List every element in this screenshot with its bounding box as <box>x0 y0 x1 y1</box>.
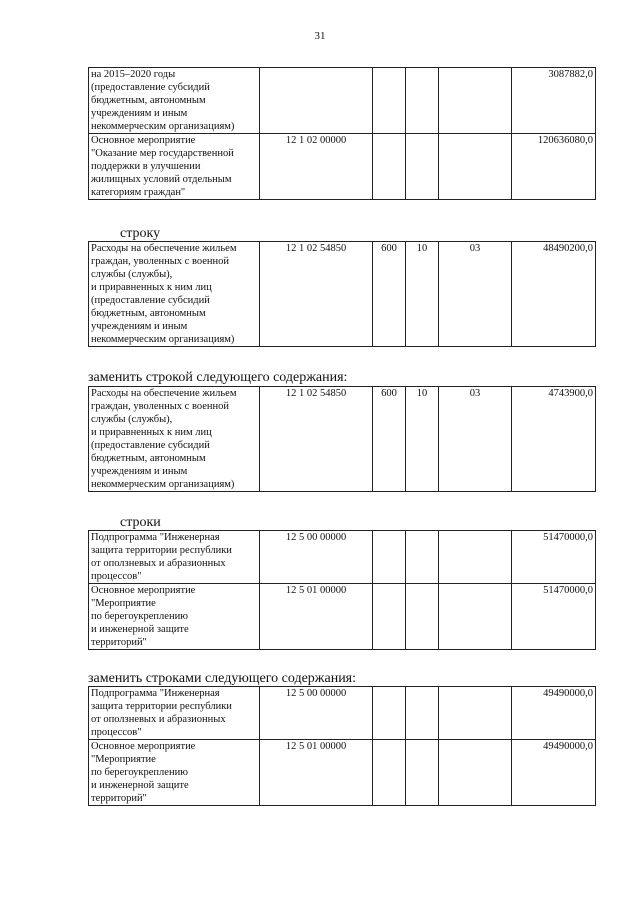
cell-name-line: службы (службы), <box>91 414 173 425</box>
cell-code: 12 5 00 00000 <box>260 687 373 740</box>
cell-code: 12 1 02 54850 <box>260 387 373 492</box>
cell-name-line: некоммерческим организациям) <box>91 479 235 490</box>
cell-section: 10 <box>406 387 439 492</box>
cell-section <box>406 740 439 806</box>
cell-section <box>406 687 439 740</box>
cell-name-line: территорий" <box>91 637 147 648</box>
table-block-4 <box>88 530 596 650</box>
cell-subsection <box>439 584 512 650</box>
cell-amount: 51470000,0 <box>512 584 596 650</box>
cell-name-line: Подпрограмма "Инженерная <box>91 688 220 699</box>
table-row <box>89 242 596 347</box>
cell-amount: 49490000,0 <box>512 740 596 806</box>
cell-amount: 4743900,0 <box>512 387 596 492</box>
cell-name-line: учреждениям и иным <box>91 466 188 477</box>
table-row <box>89 687 596 740</box>
cell-name-line: Расходы на обеспечение жильем <box>91 388 237 399</box>
cell-name-line: от оползневых и абразионных <box>91 714 226 725</box>
cell-name-line: граждан, уволенных с военной <box>91 401 229 412</box>
cell-expense-type <box>373 584 406 650</box>
cell-name-line: "Мероприятие <box>91 598 156 609</box>
cell-amount: 49490000,0 <box>512 687 596 740</box>
heading-replace-with-lines: заменить строками следующего содержания: <box>88 671 357 686</box>
budget-table-2 <box>88 241 596 347</box>
cell-name-line: некоммерческим организациям) <box>91 121 235 132</box>
cell-name-line: граждан, уволенных с военной <box>91 256 229 267</box>
cell-name-line: процессов" <box>91 727 142 738</box>
cell-name-line: Основное мероприятие <box>91 585 196 596</box>
cell-name-line: жилищных условий отдельным <box>91 174 232 185</box>
cell-name-line: Расходы на обеспечение жильем <box>91 243 237 254</box>
table-block-3 <box>88 386 596 492</box>
table-row <box>89 68 596 134</box>
cell-subsection <box>439 687 512 740</box>
cell-expense-type <box>373 687 406 740</box>
cell-section <box>406 68 439 134</box>
cell-name <box>89 584 260 650</box>
cell-amount: 3087882,0 <box>512 68 596 134</box>
page-number: 31 <box>314 30 326 42</box>
cell-section <box>406 134 439 200</box>
cell-name-line: Подпрограмма "Инженерная <box>91 532 220 543</box>
cell-name-line: Основное мероприятие <box>91 135 196 146</box>
cell-name-line: бюджетным, автономным <box>91 453 206 464</box>
table-row <box>89 584 596 650</box>
heading-lines-word: строки <box>120 515 161 530</box>
cell-name-line: от оползневых и абразионных <box>91 558 226 569</box>
budget-table-4 <box>88 530 596 650</box>
cell-name-line: процессов" <box>91 571 142 582</box>
cell-subsection <box>439 531 512 584</box>
cell-name-line: и инженерной защите <box>91 624 189 635</box>
heading-line-word: строку <box>120 226 161 241</box>
cell-name-line: по берегоукреплению <box>91 767 189 778</box>
cell-name <box>89 687 260 740</box>
cell-amount: 48490200,0 <box>512 242 596 347</box>
cell-section <box>406 584 439 650</box>
cell-name-line: (предоставление субсидий <box>91 440 210 451</box>
cell-code: 12 5 01 00000 <box>260 584 373 650</box>
table-block-5 <box>88 686 596 806</box>
table-block-1 <box>88 67 596 200</box>
budget-table-1 <box>88 67 596 200</box>
cell-name-line: (предоставление субсидий <box>91 82 210 93</box>
cell-name-line: (предоставление субсидий <box>91 295 210 306</box>
cell-name-line: учреждениям и иным <box>91 108 188 119</box>
cell-name-line: защита территории республики <box>91 701 232 712</box>
cell-name-line: категориям граждан" <box>91 187 186 198</box>
cell-name-line: учреждениям и иным <box>91 321 188 332</box>
cell-name <box>89 531 260 584</box>
cell-subsection: 03 <box>439 242 512 347</box>
cell-name-line: Основное мероприятие <box>91 741 196 752</box>
cell-amount: 51470000,0 <box>512 531 596 584</box>
cell-name <box>89 134 260 200</box>
cell-subsection: 03 <box>439 387 512 492</box>
budget-table-5 <box>88 686 596 806</box>
cell-section <box>406 531 439 584</box>
cell-name-line: по берегоукреплению <box>91 611 189 622</box>
cell-expense-type <box>373 134 406 200</box>
cell-name-line: поддержки в улучшении <box>91 161 201 172</box>
cell-amount: 120636080,0 <box>512 134 596 200</box>
cell-name <box>89 242 260 347</box>
cell-code: 12 5 01 00000 <box>260 740 373 806</box>
table-row <box>89 387 596 492</box>
cell-subsection <box>439 134 512 200</box>
cell-subsection <box>439 740 512 806</box>
cell-code: 12 1 02 00000 <box>260 134 373 200</box>
cell-name-line: и приравненных к ним лиц <box>91 427 212 438</box>
heading-replace-with-line: заменить строкой следующего содержания: <box>88 370 348 385</box>
cell-expense-type: 600 <box>373 387 406 492</box>
cell-name-line: и приравненных к ним лиц <box>91 282 212 293</box>
budget-table-3 <box>88 386 596 492</box>
cell-name-line: защита территории республики <box>91 545 232 556</box>
cell-name-line: бюджетным, автономным <box>91 308 206 319</box>
table-row <box>89 740 596 806</box>
cell-name <box>89 68 260 134</box>
cell-expense-type <box>373 68 406 134</box>
cell-name-line: территорий" <box>91 793 147 804</box>
cell-section: 10 <box>406 242 439 347</box>
cell-code <box>260 68 373 134</box>
cell-name-line: "Мероприятие <box>91 754 156 765</box>
cell-expense-type <box>373 740 406 806</box>
cell-name-line: бюджетным, автономным <box>91 95 206 106</box>
cell-name-line: службы (службы), <box>91 269 173 280</box>
cell-expense-type <box>373 531 406 584</box>
cell-name-line: "Оказание мер государственной <box>91 148 234 159</box>
cell-subsection <box>439 68 512 134</box>
table-row <box>89 531 596 584</box>
cell-code: 12 1 02 54850 <box>260 242 373 347</box>
table-block-2 <box>88 241 596 347</box>
table-row <box>89 134 596 200</box>
cell-name-line: на 2015–2020 годы <box>91 69 176 80</box>
cell-name <box>89 740 260 806</box>
cell-code: 12 5 00 00000 <box>260 531 373 584</box>
cell-name <box>89 387 260 492</box>
cell-name-line: некоммерческим организациям) <box>91 334 235 345</box>
cell-name-line: и инженерной защите <box>91 780 189 791</box>
cell-expense-type: 600 <box>373 242 406 347</box>
